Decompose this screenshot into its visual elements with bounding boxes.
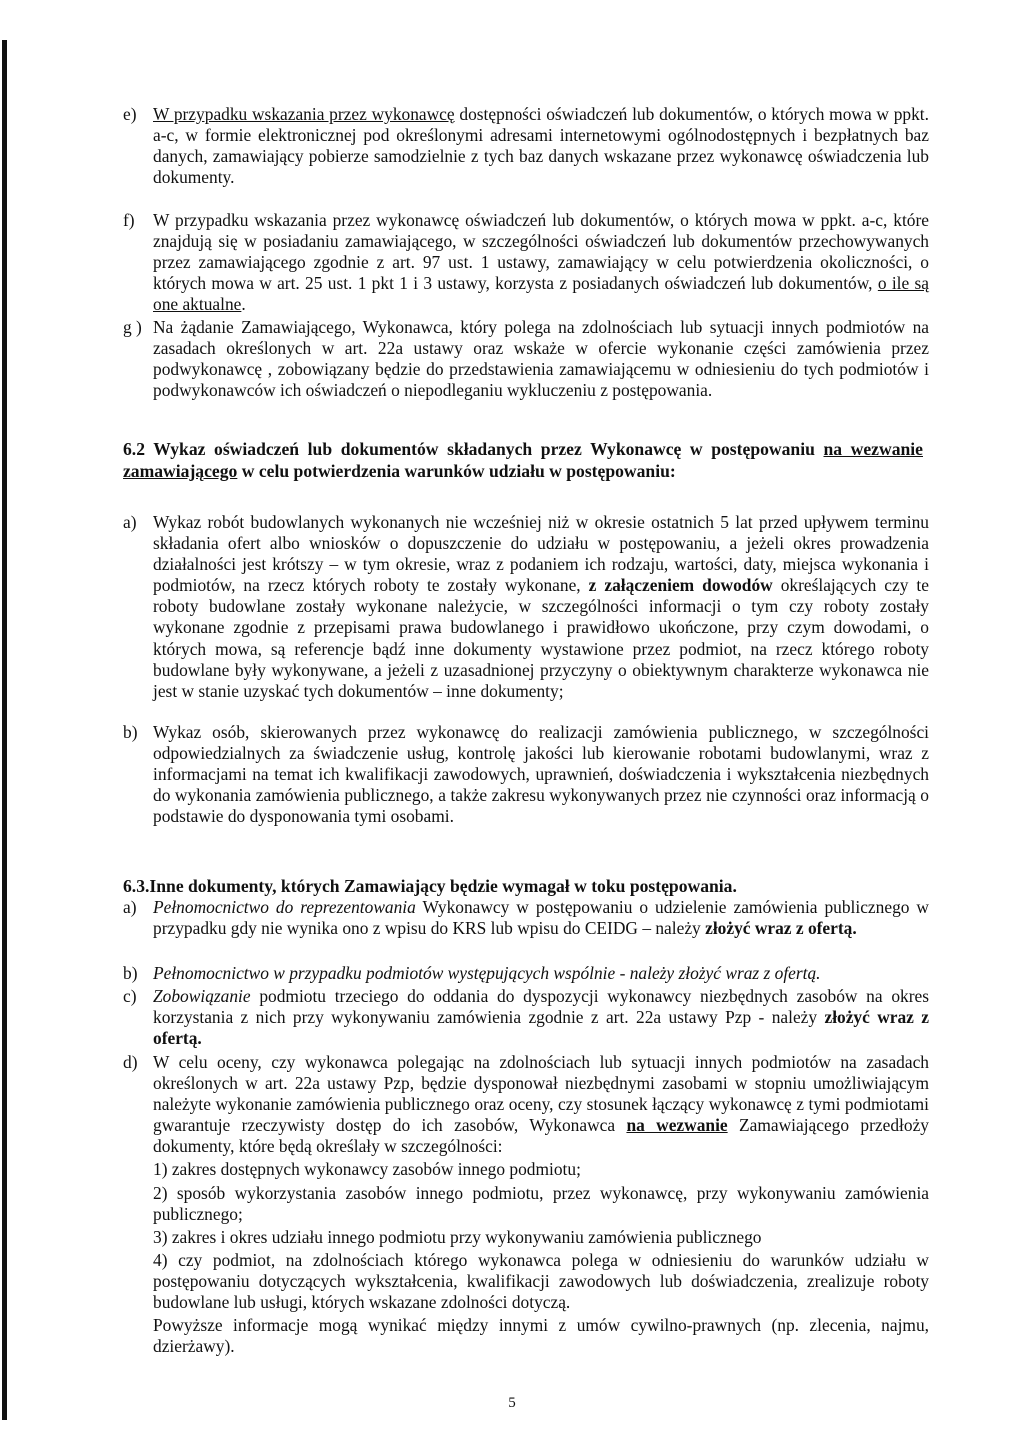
item-label: c) [123,986,137,1006]
subitem: 1) zakres dostępnych wykonawcy zasobów innego podmiotu; [153,1159,581,1180]
underlined-tail: o ile są one aktualne [153,273,930,315]
italic-phrase: Zobowiązanie [153,986,251,1006]
item-label: b) [123,722,138,742]
item-label: d) [123,1052,138,1072]
bold-phrase: z załączeniem dowodów [588,575,773,596]
paragraph-body: Na żądanie Zamawiającego, Wykonawca, który polega na zdolnościach lub sytuacji innych podmiotów na zasadach określonych w art. 22a ustawy oraz wskaże w ofercie wykonanie części zamówienia przez podwykonawcę , zobowiązany będzie do przedstawienia zamawiającemu w odniesieniu do tych podmiotów i podwykonawców ich oświadczeń o niepodleganiu wykluczeniu z postępowania. [153,317,929,401]
subitem-list [123,1159,929,1357]
section-6-2-heading [123,438,923,482]
section-title-part1: Wykaz oświadczeń lub dokumentów składanych przez Wykonawcę w postępowaniu [153,439,815,459]
closing-note: Powyższe informacje mogą wynikać między innymi z umów cywilno-prawnych (np. zlecenia, najmu, dzierżawy). [153,1315,929,1357]
paragraph-text [123,210,929,315]
section-title: .Inne dokumenty, których Zamawiający będzie wymagał w toku postępowania. [145,876,737,896]
item-label: b) [123,963,138,983]
section-title-part2: w celu potwierdzenia warunków udziału w postępowaniu: [241,461,676,481]
paragraph-label: e) [123,104,137,124]
italic-item-text: Pełnomocnictwo w przypadku podmiotów występujących wspólnie - należy złożyć wraz z ofertą. [153,963,821,983]
section-title-underlined: na wezwanie zamawiającego [123,439,923,481]
paragraph-f [123,210,929,315]
item-body-continued: Zamawiającego przedłoży dokumenty, które będą określały w szczególności: [153,1115,929,1157]
item-body: W celu oceny, czy wykonawca polegając na zdolnościach lub sytuacji innych podmiotów na zasadach określonych w art. 22a ustawy Pzp, będzie dysponował niezbędnymi zasobami w stopniu umożliwiającym należyte wykonanie zamówienia publicznego oraz oceny, czy stosunek łączący wykonawcę z tymi podmiotami gwarantuje rzeczywisty dostęp do ich zasobów, Wykonawca [153,1052,929,1136]
item-label: a) [123,897,137,917]
item-6-2-b [123,722,929,827]
paragraph-e [123,104,929,188]
item-body: podmiotu trzeciego do oddania do dyspozycji wykonawcy niezbędnych zasobów na okres korzystania z nich przy wykonywaniu zamówienia zgodnie z art. 22a ustawy Pzp - należy [153,986,929,1028]
paragraph-g [123,317,929,401]
item-6-3-a [123,897,929,939]
item-label: a) [123,512,137,532]
paragraph-text [123,104,929,188]
subitem: 2) sposób wykorzystania zasobów innego podmiotu, przez wykonawcę, przy wykonywaniu zamówienia publicznego; [153,1182,929,1224]
item-text [123,722,929,827]
paragraph-label: g ) [123,317,142,337]
item-body: Wykonawcy w postępowaniu o udzielenie zamówienia publicznego w przypadku gdy nie wynika ono z wpisu do KRS lub wpisu do CEIDG – należy [153,897,929,939]
italic-phrase: Pełnomocnictwo do reprezentowania [153,897,416,917]
section-number: 6.3 [123,876,145,896]
item-6-2-a [123,512,929,702]
item-body-continued: określających czy te roboty budowlane zostały wykonane należycie, w szczególności informacji o tym czy roboty zostały wykonane zgodnie z przepisami prawa budowlanego i prawidłowo ukończone, przy czym dowodami, o których mowa, są referencje bądź inne dokumenty wystawione przez podmiot, na rzecz którego roboty budowlane były wykonywane, a jeżeli z uzasadnionej przyczyny o obiektywnym charakterze wykonawca nie jest w stanie uzyskać tych dokumentów – inne dokumenty; [153,575,929,701]
paragraph-label: f) [123,210,135,230]
item-text [123,986,929,1049]
item-6-3-c [123,986,929,1049]
item-6-3-b [123,963,929,984]
page-number: 5 [508,1395,516,1411]
item-body: Wykaz osób, skierowanych przez wykonawcę do realizacji zamówienia publicznego, w szczególności odpowiedzialnych za świadczenie usług, kontrolę jakości lub kierowanie robotami budowlanymi, wraz z informacjami na temat ich kwalifikacji zawodowych, uprawnień, doświadczenia i wykształcenia niezbędnych do wykonania zamówienia publicznego, a także zakresu wykonywanych przez nie czynności oraz informacją o podstawie do dysponowania tymi osobami. [153,722,929,827]
bold-phrase: złożyć wraz z ofertą. [705,918,857,939]
item-text [123,512,929,702]
bold-phrase: złożyć wraz z ofertą. [153,1007,929,1049]
section-6-3-heading [123,875,929,897]
underlined-lead: W przypadku wskazania przez wykonawcę [153,104,455,124]
item-text [123,1052,929,1157]
subitem: 4) czy podmiot, na zdolnościach którego wykonawca polega w odniesieniu do warunków udziału w postępowaniu dotyczących wykształcenia, kwalifikacji zawodowych lub doświadczenia, zrealizuje roboty budowlane lub usługi, których wskazane zdolności dotyczą. [153,1249,929,1313]
paragraph-text [123,317,929,401]
item-text [123,897,929,939]
section-number: 6.2 [123,439,145,459]
paragraph-body: dostępności oświadczeń lub dokumentów, o których mowa w ppkt. a-c, w formie elektronicznej pod określonymi adresami internetowymi ogólnodostępnych i bezpłatnych baz danych, zamawiający pobierze samodzielnie z tych baz danych wskazane przez wykonawcę oświadczenia lub dokumenty. [153,104,929,188]
paragraph-body: W przypadku wskazania przez wykonawcę oświadczeń lub dokumentów, o których mowa w ppkt. a-c, które znajdują się w posiadaniu zamawiającego, w szczególności oświadczeń lub dokumentów przechowywanych przez zamawiającego zgodnie z art. 97 ust. 1 ustawy, zamawiający w celu potwierdzenia okoliczności, o których mowa w art. 25 ust. 1 pkt 1 i 3 ustawy, korzysta z posiadanych oświadczeń lub dokumentów, [153,210,929,294]
bold-underlined-phrase: na wezwanie [626,1115,728,1136]
item-6-3-d [123,1052,929,1357]
subitem: 3) zakres i okres udziału innego podmiotu przy wykonywaniu zamówienia publicznego [153,1226,762,1247]
paragraph-end: . [241,294,246,315]
item-body: Wykaz robót budowlanych wykonanych nie wcześniej niż w okresie ostatnich 5 lat przed upływem terminu składania ofert albo wniosków o dopuszczenie do udziału w postępowaniu, a jeżeli okres prowadzenia działalności jest krótszy – w tym okresie, wraz z podaniem ich rodzaju, wartości, daty, miejsca wykonania i podmiotów, na rzecz których roboty te zostały wykonane, [153,512,929,596]
